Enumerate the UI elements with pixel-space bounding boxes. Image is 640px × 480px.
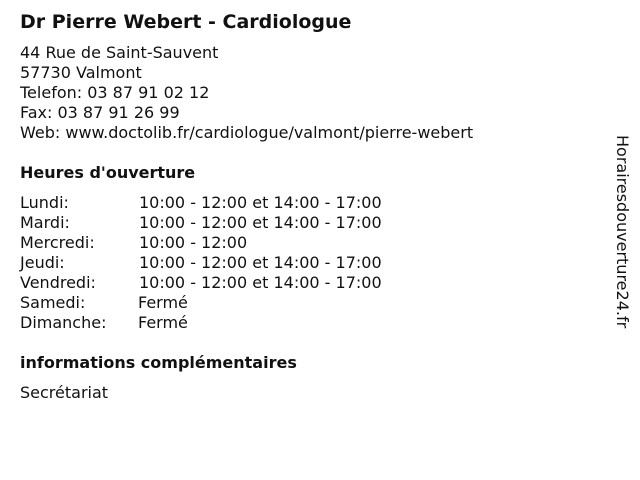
website: Web: www.doctolib.fr/cardiologue/valmont/pierre-webert <box>20 123 474 142</box>
day-label: Mardi: <box>20 213 70 232</box>
hours-row-monday <box>20 193 440 213</box>
site-watermark: Horairesdouverture24.fr <box>613 135 632 329</box>
hours-table <box>20 193 440 333</box>
address-street: 44 Rue de Saint-Sauvent <box>20 43 219 62</box>
time-value: 10:00 - 12:00 et 14:00 - 17:00 <box>139 253 382 272</box>
time-value: 10:00 - 12:00 et 14:00 - 17:00 <box>139 273 382 292</box>
day-label: Mercredi: <box>20 233 95 252</box>
time-value: Fermé <box>138 313 188 332</box>
phone-number: Telefon: 03 87 91 02 12 <box>20 83 210 102</box>
time-value: 10:00 - 12:00 et 14:00 - 17:00 <box>139 213 382 232</box>
time-value: Fermé <box>138 293 188 312</box>
hours-heading: Heures d'ouverture <box>20 163 196 182</box>
hours-row-thursday <box>20 253 440 273</box>
day-label: Lundi: <box>20 193 69 212</box>
hours-row-wednesday <box>20 233 440 253</box>
day-label: Dimanche: <box>20 313 107 332</box>
fax-number: Fax: 03 87 91 26 99 <box>20 103 180 122</box>
extra-info-text: Secrétariat <box>20 383 109 402</box>
hours-row-sunday <box>20 313 440 333</box>
contact-block <box>20 43 473 143</box>
address-city: 57730 Valmont <box>20 63 142 82</box>
day-label: Jeudi: <box>20 253 65 272</box>
day-label: Vendredi: <box>20 273 96 292</box>
day-label: Samedi: <box>20 293 86 312</box>
hours-row-tuesday <box>20 213 440 233</box>
hours-row-saturday <box>20 293 440 313</box>
time-value: 10:00 - 12:00 <box>139 233 248 252</box>
hours-row-friday <box>20 273 440 293</box>
time-value: 10:00 - 12:00 et 14:00 - 17:00 <box>139 193 382 212</box>
extra-info-heading: informations complémentaires <box>20 353 297 372</box>
page-title: Dr Pierre Webert - Cardiologue <box>20 11 352 33</box>
